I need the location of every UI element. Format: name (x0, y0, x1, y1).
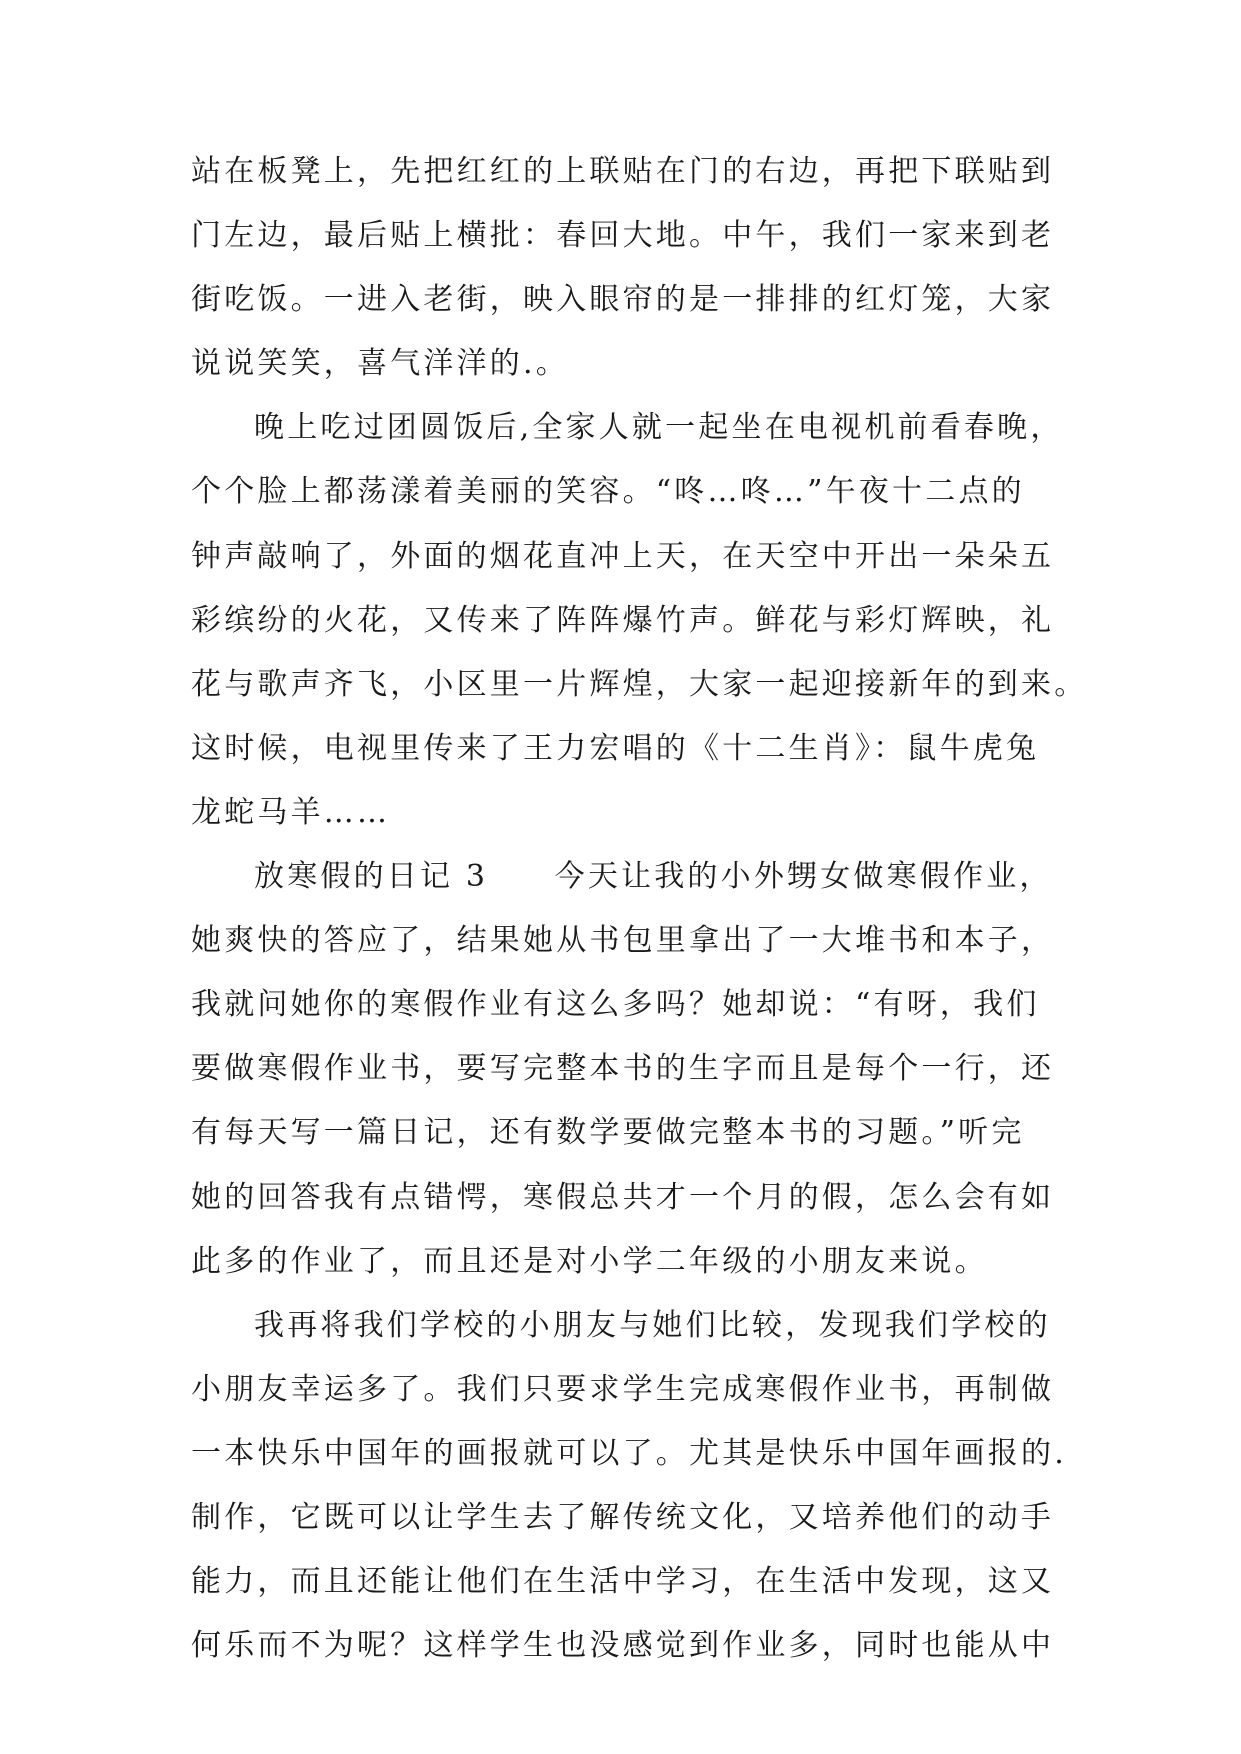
text-line: 有每天写一篇日记，还有数学要做完整本书的习题。”听完 (191, 1115, 1025, 1151)
text-line: 个个脸上都荡漾着美丽的笑容。“咚…咚…”午夜十二点的 (191, 474, 1025, 510)
text-line: 说说笑笑，喜气洋洋的.。 (191, 346, 569, 382)
text-line: 小朋友幸运多了。我们只要求学生完成寒假作业书，再制做 (191, 1371, 1055, 1407)
paragraph-first-line: 我再将我们学校的小朋友与她们比较，发现我们学校的 (254, 1307, 1051, 1343)
text-line: 龙蛇马羊…… (191, 794, 391, 830)
text-line: 钟声敲响了，外面的烟花直冲上天，在天空中开出一朵朵五 (191, 538, 1055, 574)
paragraph-first-line: 晚上吃过团圆饭后,全家人就一起坐在电视机前看春晚， (254, 410, 1064, 446)
text-line: 能力，而且还能让他们在生活中学习，在生活中发现，这又 (191, 1564, 1055, 1600)
text-line: 此多的作业了，而且还是对小学二年级的小朋友来说。 (191, 1243, 988, 1279)
text-line: 门左边，最后贴上横批：春回大地。中午，我们一家来到老 (191, 218, 1055, 254)
text-line: 一本快乐中国年的画报就可以了。尤其是快乐中国年画报的. (191, 1435, 1067, 1471)
text-line: 站在板凳上，先把红红的上联贴在门的右边，再把下联贴到 (191, 154, 1055, 189)
text-line: 花与歌声齐飞，小区里一片辉煌，大家一起迎接新年的到来。 (191, 666, 1088, 702)
text-line: 街吃饭。一进入老街，映入眼帘的是一排排的红灯笼，大家 (191, 282, 1055, 318)
text-line: 这时候，电视里传来了王力宏唱的《十二生肖》：鼠牛虎兔 (191, 730, 1040, 766)
text-line: 她爽快的答应了，结果她从书包里拿出了一大堆书和本子， (191, 923, 1055, 959)
text-line: 何乐而不为呢？这样学生也没感觉到作业多，同时也能从中 (191, 1628, 1055, 1664)
text-line: 她的回答我有点错愕，寒假总共才一个月的假，怎么会有如 (191, 1179, 1055, 1215)
text-line: 我就问她你的寒假作业有这么多吗？她却说：“有呀，我们 (191, 987, 1040, 1023)
text-line: 要做寒假作业书，要写完整本书的生字而且是每个一行，还 (191, 1051, 1055, 1087)
body-text (191, 140, 1088, 1678)
text-line: 制作，它既可以让学生去了解传统文化，又培养他们的动手 (191, 1499, 1055, 1535)
text-line: 彩缤纷的火花，又传来了阵阵爆竹声。鲜花与彩灯辉映，礼 (191, 602, 1055, 638)
paragraph-first-line: 放寒假的日记 3 今天让我的小外甥女做寒假作业， (254, 859, 1053, 895)
